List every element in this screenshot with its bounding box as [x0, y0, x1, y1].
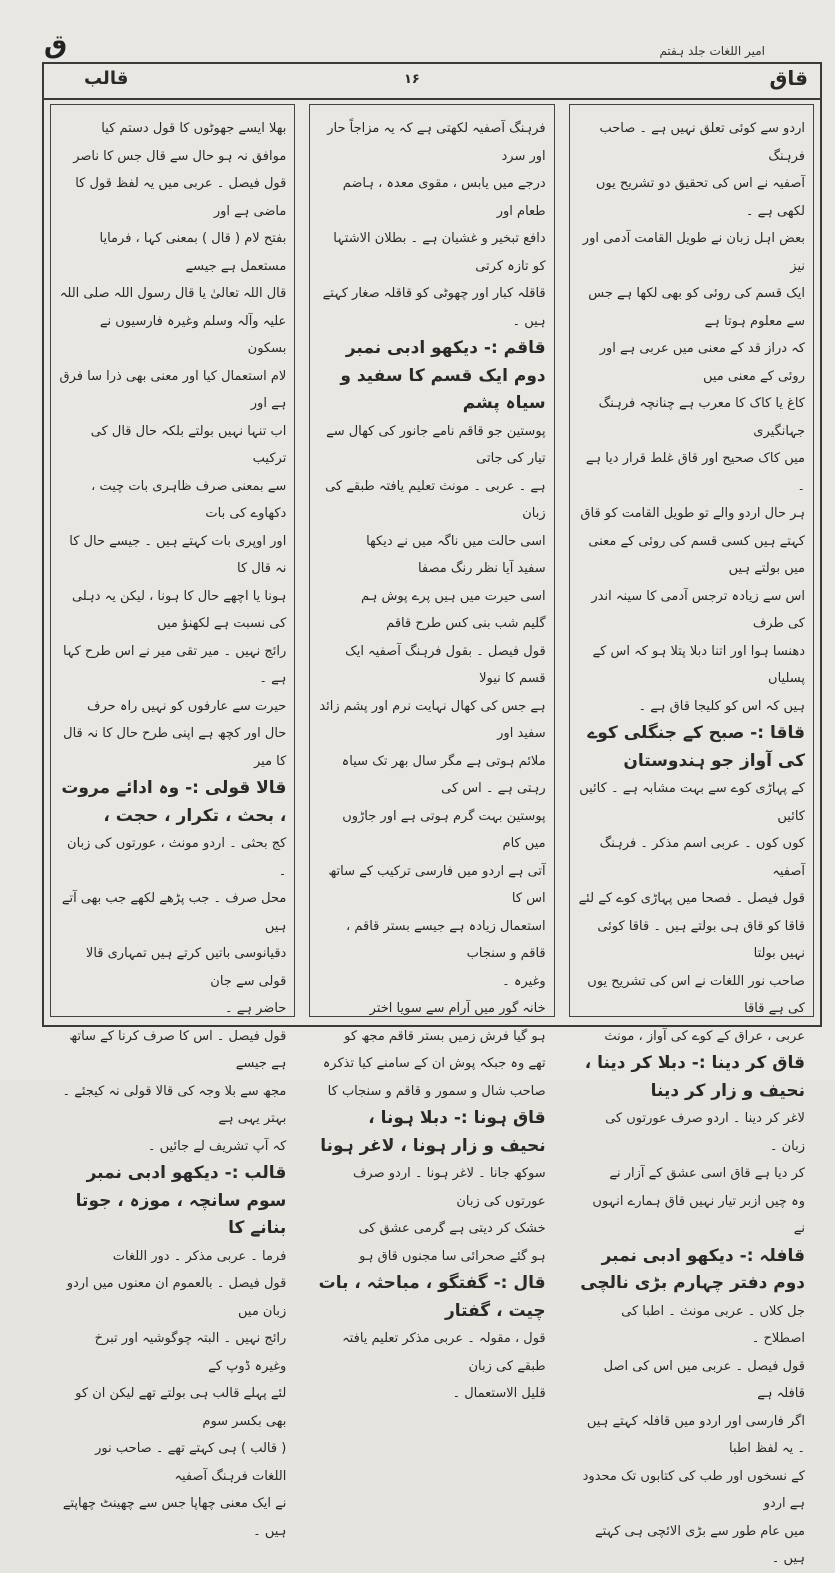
- text-line: ملائم ہوتی ہے مگر سال بھر تک سیاہ رہتی ہے ۔ اس کی: [341, 753, 546, 796]
- text-line: قول فیصل ۔ بقول فرہنگ آصفیہ ایک قسم کا نیولا: [345, 643, 546, 686]
- text-line: وہ چیں ازبر تیار نہیں قاق ہمارے انہوں نے: [592, 1193, 805, 1236]
- text-line: پوستین بہت گرم ہوتی ہے اور جاڑوں میں کام: [342, 808, 546, 851]
- text-line: لاغر کر دینا ۔ اردو صرف عورتوں کی زبان ۔: [605, 1111, 805, 1154]
- column-middle: [309, 104, 554, 1401]
- text-line: خشک کر دیتی ہے گرمی عشق کی: [358, 1221, 546, 1236]
- text-line: درجے میں یابس ، مقوی معدہ ، ہاضم طعام اور: [342, 176, 546, 219]
- page-number: ۱۶: [404, 72, 420, 87]
- text-line: قالا قولی :- وہ ادائے مروت ، بحث ، تکرار ، حجت ،: [61, 778, 287, 826]
- text-line: سفید آیا نظر رنگ مصفا: [417, 561, 546, 576]
- text-line: آصفیہ نے اس کی تحقیق دو تشریح یوں لکھی ہے ۔: [595, 176, 805, 219]
- header-headword-right: قاق: [769, 66, 808, 90]
- header-headword-left: قالب: [84, 68, 129, 89]
- text-line: محل صرف ۔ جب پڑھے لکھے جب بھی آتے ہیں: [61, 891, 287, 934]
- text-line: کوں کوں ۔ عربی اسم مذکر ۔ فرہنگ آصفیہ: [599, 836, 805, 879]
- text-line: موافق نہ ہو حال سے قال جس کا ناصر: [73, 148, 287, 164]
- text-line: علیہ وآلہ وسلم وغیرہ فارسیوں نے بسکون: [99, 313, 287, 356]
- text-line: ایک قسم کی روئی کو بھی لکھا ہے جس سے معلوم ہوتا ہے: [588, 286, 805, 329]
- text-line: ہے ۔ عربی ۔ مونث تعلیم یافتہ طبقے کی زبان: [325, 478, 546, 521]
- text-line: قول فیصل ۔ عربی میں یہ لفظ قول کا ماضی ہے اور: [75, 176, 287, 219]
- text-line: جل کلاں ۔ عربی مونث ۔ اطبا کی اصطلاح ۔: [621, 1303, 805, 1346]
- text-line: عربی ، عراق کے کوے کی آواز ، مونث: [604, 1028, 805, 1044]
- text-line: آتی ہے اردو میں فارسی ترکیب کے ساتھ اس کا: [328, 863, 546, 906]
- text-line: رائج نہیں ۔ البتہ چوگوشیہ اور تبرخ وغیرہ ڈوپ کے: [94, 1331, 287, 1374]
- text-line: قاقم :- دیکھو ادبی نمبر دوم ایک قسم کا سفید و سیاہ پشم: [340, 338, 546, 413]
- text-line: اب تنہا نہیں بولتے بلکہ حال قال کی ترکیب: [90, 423, 287, 466]
- text-line: بھلا ایسے جھوٹوں کا قول دستم کیا: [101, 121, 287, 136]
- text-columns: [44, 100, 820, 1566]
- text-line: ہونا یا اچھے حال کا ہونا ، لیکن یہ دہلی کی نسبت ہے لکھنؤ میں: [71, 588, 287, 631]
- text-line: قاقا :- صبح کے جنگلی کوے کی آواز جو ہندوستان: [587, 723, 805, 771]
- text-line: اور اوپری بات کہتے ہیں ۔ جیسے حال کا نہ قال کا: [69, 533, 287, 576]
- header-band: [44, 64, 820, 100]
- text-line: کر دیا ہے قاق اسی عشق کے آزار نے: [609, 1166, 805, 1181]
- text-line: اردو سے کوئی تعلق نہیں ہے ۔ صاحب فرہنگ: [599, 121, 805, 164]
- text-line: سے بمعنی صرف ظاہری بات چیت ، دکھاوے کی بات: [91, 478, 287, 521]
- text-line: خانہ گور میں آرام سے سویا اختر: [369, 1001, 546, 1016]
- text-line: قافلہ :- دیکھو ادبی نمبر دوم دفتر چہارم بڑی نالچی: [580, 1245, 805, 1293]
- text-line: کج بحثی ۔ اردو مونث ، عورتوں کی زبان ۔: [67, 836, 287, 879]
- text-line: استعمال زیادہ ہے جیسے بستر قاقم ، قاقم و سنجاب: [346, 918, 546, 961]
- text-line: کے پہاڑی کوے سے بہت مشابہ ہے ۔ کائیں کائیں: [579, 781, 805, 824]
- text-line: قال اللہ تعالیٰ یا قال رسول اللہ صلی اللہ: [59, 286, 287, 301]
- text-line: فرما ۔ عربی مذکر ۔ دور اللغات: [112, 1248, 287, 1264]
- text-line: اگر فارسی اور اردو میں قافلہ کہتے ہیں ۔ یہ لفظ اطبا: [586, 1413, 805, 1456]
- text-line: قاقلہ کبار اور چھوٹی کو قاقلہ صغار کہتے ہیں ۔: [322, 286, 546, 329]
- text-line: قال :- گفتگو ، مباحثہ ، بات چیت ، گفتار: [318, 1273, 546, 1321]
- text-line: حیرت سے عارفوں کو نہیں راہ حرف: [87, 698, 287, 714]
- text-line: دقیانوسی باتیں کرتے ہیں تمہاری قالا قولی سے جان: [85, 946, 287, 989]
- text-line: فرہنگ آصفیہ لکھتی ہے کہ یہ مزاجاً حار اور سرد: [327, 121, 546, 164]
- text-line: قاق ہونا :- دبلا ہونا ، نحیف و زار ہونا ، لاغر ہونا: [320, 1108, 546, 1156]
- text-line: قول ، مقولہ ۔ عربی مذکر تعلیم یافتہ طبقے کی زبان: [342, 1331, 546, 1374]
- text-line: کہ آپ تشریف لے جائیں ۔: [147, 1138, 287, 1154]
- text-line: ہر حال اردو والے تو طویل القامت کو قاق: [580, 506, 805, 521]
- text-line: ہے جس کی کھال نہایت نرم اور پشم زائد سفید اور: [319, 698, 546, 741]
- text-line: اسی حیرت میں ہیں پرے پوش ہم: [361, 588, 546, 604]
- text-line: سوکھ جانا ۔ لاغر ہونا ۔ اردو صرف عورتوں کی زبان: [352, 1166, 546, 1209]
- text-line: حاضر ہے ۔: [225, 1001, 287, 1016]
- text-line: بفتح لام ( قال ) بمعنی کہا ، فرمایا مستعمل ہے جیسے: [99, 231, 287, 274]
- text-line: گلیم شب بنی کس طرح قاقم: [386, 616, 546, 631]
- text-line: کے نسخوں اور طب کی کتابوں تک محدود ہے اردو: [582, 1468, 805, 1511]
- text-line: ہو گیا فرش زمیں بستر قاقم مجھ کو: [344, 1028, 546, 1044]
- text-line: لام استعمال کیا اور معنی بھی ذرا سا فرق ہے اور: [59, 368, 287, 411]
- text-line: مجھ سے بلا وجہ کی قالا قولی نہ کیجئے ۔ بہتر یہی ہے: [62, 1083, 287, 1126]
- text-line: حال اور کچھ ہے اپنی طرح حال کا نہ قال کا میر: [63, 726, 287, 769]
- text-line: قاق کر دینا :- دبلا کر دینا ، نحیف و زار کر دینا: [584, 1053, 805, 1101]
- column-left: [50, 104, 295, 1539]
- page-frame: [42, 62, 822, 1566]
- text-line: قول فیصل ۔ عربی میں اس کی اصل قافلہ ہے: [603, 1358, 805, 1401]
- column-right: [569, 104, 814, 1566]
- text-line: قلیل الاستعمال ۔: [452, 1386, 546, 1401]
- text-line: کہتے ہیں کسی قسم کی روئی کے معنی میں بولتے ہیں: [588, 533, 805, 576]
- text-line: قالب :- دیکھو ادبی نمبر سوم سانچہ ، موزہ ، جوتا بنانے کا: [75, 1163, 287, 1238]
- text-line: پوستین جو قاقم نامے جانور کی کھال سے تیار کی جاتی: [326, 423, 546, 466]
- text-line: تھے وہ جبکہ پوش ان کے سامنے کیا تذکرہ: [322, 1056, 546, 1071]
- text-line: لئے پہلے قالب ہی بولتے تھے لیکن ان کو بھی بکسر سوم: [75, 1386, 287, 1429]
- text-line: کہ دراز قد کے معنی میں عربی ہے اور روئی کے معنی میں: [599, 341, 805, 384]
- text-line: دافع تبخیر و غشیان ہے ۔ بطلان الاشتہا کو تازہ کرتی: [333, 231, 546, 274]
- text-line: نے ایک معنی چھاپا جس سے چھینٹ چھاپتے ہیں ۔: [62, 1496, 287, 1539]
- text-line: میں کاک صحیح اور قاق غلط قرار دیا ہے ۔: [585, 451, 805, 494]
- text-line: صاحب شال و سمور و قاقم و سنجاب کا: [327, 1083, 546, 1099]
- text-line: کاغ یا کاک کا معرب ہے چنانچہ فرہنگ جہانگیری: [598, 396, 805, 439]
- text-line: قول فیصل ۔ بالعموم ان معنوں میں اردو زبان میں: [66, 1276, 287, 1319]
- running-head: امیر اللغات جلد ہفتم: [659, 44, 765, 58]
- text-line: ( قالب ) ہی کہتے تھے ۔ صاحب نور اللغات فرہنگ آصفیہ: [95, 1441, 287, 1484]
- text-line: دھنسا ہوا اور اتنا دبلا پتلا ہو کہ اس کے پسلیاں: [592, 643, 805, 686]
- text-line: بعض اہل زبان نے طویل القامت آدمی اور نیز: [582, 231, 805, 274]
- text-line: قاقا کو قاق ہی بولتے ہیں ۔ قاقا کوئی نہیں بولتا: [597, 918, 805, 961]
- text-line: اسی حالت میں ناگہ میں نے دیکھا: [366, 533, 546, 549]
- corner-letter-mark: ق: [44, 30, 68, 60]
- text-line: اس سے زیادہ ترجس آدمی کا سینہ اندر کی طرف: [591, 588, 805, 631]
- text-line: ہیں کہ اس کو کلیجا قاق ہے ۔: [638, 698, 805, 714]
- text-line: ہو گئے صحرائی سا مجنوں قاق ہو: [359, 1248, 546, 1264]
- text-line: رائج نہیں ۔ میر تقی میر نے اس طرح کہا ہے ۔: [63, 643, 287, 686]
- text-line: قول فیصل ۔ فصحا میں پہاڑی کوے کے لئے: [578, 891, 805, 906]
- text-line: صاحب نور اللغات نے اس کی تشریح یوں کی ہے قاقا: [587, 973, 805, 1016]
- text-line: میں عام طور سے بڑی الائچی ہی کہتے ہیں ۔: [595, 1523, 805, 1566]
- text-line: وغیرہ ۔: [502, 973, 546, 989]
- text-line: قول فیصل ۔ اس کا صرف کرنا کے ساتھ ہے جیسے: [69, 1028, 287, 1071]
